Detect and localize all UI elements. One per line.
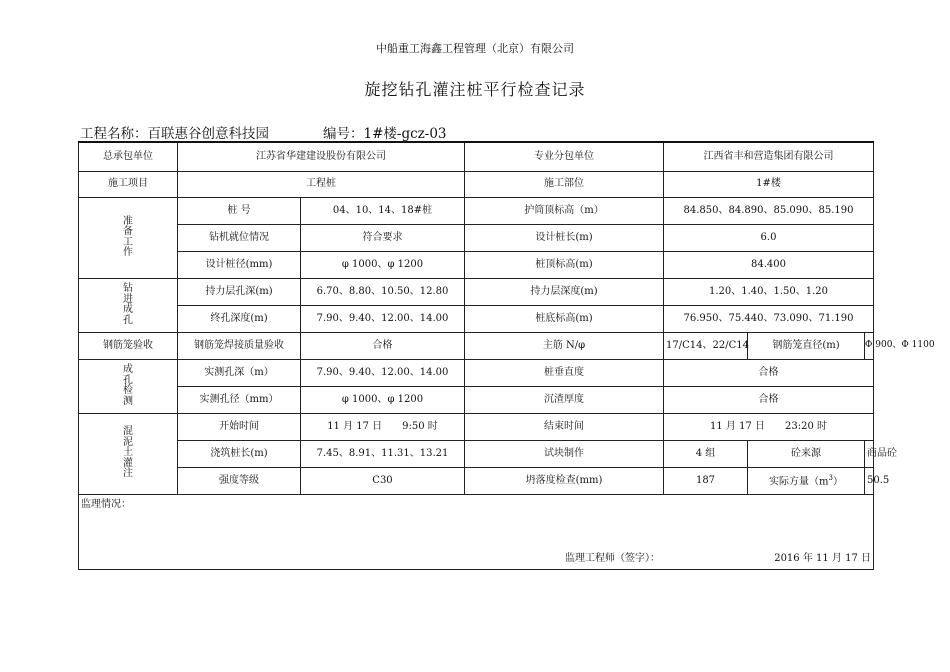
rig-position-value: 符合要求 [301,224,465,251]
slump-value: 187 [664,467,748,494]
pour-group-label: 混泥土灌注 [79,413,178,494]
project-name: 工程名称：百联惠谷创意科技园 [80,126,269,142]
weld-value: 合格 [301,332,465,359]
sample-label: 试块制作 [465,440,664,467]
prep-group-label: 准备工作 [79,197,178,278]
design-diameter-label: 设计桩径(mm) [178,251,301,278]
record-number: 编号：1#楼-gcz-03 [323,126,447,142]
end-time-label: 结束时间 [465,413,664,440]
subcontractor-label: 专业分包单位 [465,142,664,171]
cage-label: 钢筋笼验收 [79,332,178,359]
measured-depth-label: 实测孔深（m） [178,359,301,386]
start-time-label: 开始时间 [178,413,301,440]
bearing-depth-value: 1.20、1.40、1.50、1.20 [664,278,874,305]
location-label: 施工部位 [465,171,664,197]
bearing-hole-value: 6.70、8.80、10.50、12.80 [301,278,465,305]
subcontractor-value: 江西省丰和营造集团有限公司 [664,142,874,171]
pile-bottom-value: 76.950、75.440、73.090、71.190 [664,305,874,332]
cage-diameter-value: Φ 900、Φ 1100 [865,332,874,359]
cage-diameter-label: 钢筋笼直径(m) [748,332,865,359]
volume-value: 50.5 [865,467,874,494]
supervision-notes [79,494,874,569]
concrete-source-value: 商品砼 [865,440,874,467]
inspect-group-label: 成孔检测 [79,359,178,413]
pile-no-label: 桩 号 [178,197,301,224]
volume-label: 实际方量$(m^3)$ [748,467,865,494]
supervision-label: 监理情况： [81,498,131,510]
sediment-label: 沉渣厚度 [465,386,664,413]
main-bar-value: 17/C14、22/C14 [664,332,748,359]
contractor-label: 总承包单位 [79,142,178,171]
casing-elev-label: 护筒顶标高（m） [465,197,664,224]
pile-no-value: 04、10、14、18#桩 [301,197,465,224]
weld-label: 钢筋笼焊接质量验收 [178,332,301,359]
drill-group-label: 钻进成孔 [79,278,178,332]
design-diameter-value: φ 1000、φ 1200 [301,251,465,278]
pile-top-label: 桩顶标高(m) [465,251,664,278]
concrete-source-label: 砼来源 [748,440,865,467]
measured-diameter-label: 实测孔径（mm） [178,386,301,413]
sediment-value: 合格 [664,386,874,413]
main-bar-label: 主筋 N/φ [465,332,664,359]
page-title: 旋挖钻孔灌注桩平行检查记录 [364,80,586,99]
slump-label: 坍落度检查(mm) [465,467,664,494]
strength-value: C30 [301,467,465,494]
verticality-value: 合格 [664,359,874,386]
final-depth-label: 终孔深度(m) [178,305,301,332]
engineer-signature-label: 监理工程师（签字）： [565,552,660,564]
contractor-value: 江苏省华建建设股份有限公司 [178,142,465,171]
sample-value: 4 组 [664,440,748,467]
sign-date: 2016 年 11 月 17 日 [774,552,871,564]
final-depth-value: 7.90、9.40、12.00、14.00 [301,305,465,332]
project-item-value: 工程桩 [178,171,465,197]
end-time-value: 11 月 17 日 23:20 时 [664,413,874,440]
inspection-table [78,141,935,570]
measured-depth-value: 7.90、9.40、12.00、14.00 [301,359,465,386]
strength-label: 强度等级 [178,467,301,494]
pile-top-value: 84.400 [664,251,874,278]
bearing-depth-label: 持力层深度(m) [465,278,664,305]
design-length-value: 6.0 [664,224,874,251]
location-value: 1#楼 [664,171,874,197]
company-name: 中船重工海鑫工程管理（北京）有限公司 [376,42,574,55]
casing-elev-value: 84.850、84.890、85.090、85.190 [664,197,874,224]
pour-length-value: 7.45、8.91、11.31、13.21 [301,440,465,467]
project-item-label: 施工项目 [79,171,178,197]
verticality-label: 桩垂直度 [465,359,664,386]
pile-bottom-label: 桩底标高(m) [465,305,664,332]
volume-unit-exponent: 3 [828,473,833,482]
bearing-hole-label: 持力层孔深(m) [178,278,301,305]
start-time-value: 11 月 17 日 9:50 时 [301,413,465,440]
rig-position-label: 钻机就位情况 [178,224,301,251]
measured-diameter-value: φ 1000、φ 1200 [301,386,465,413]
pour-length-label: 浇筑桩长(m) [178,440,301,467]
design-length-label: 设计桩长(m) [465,224,664,251]
